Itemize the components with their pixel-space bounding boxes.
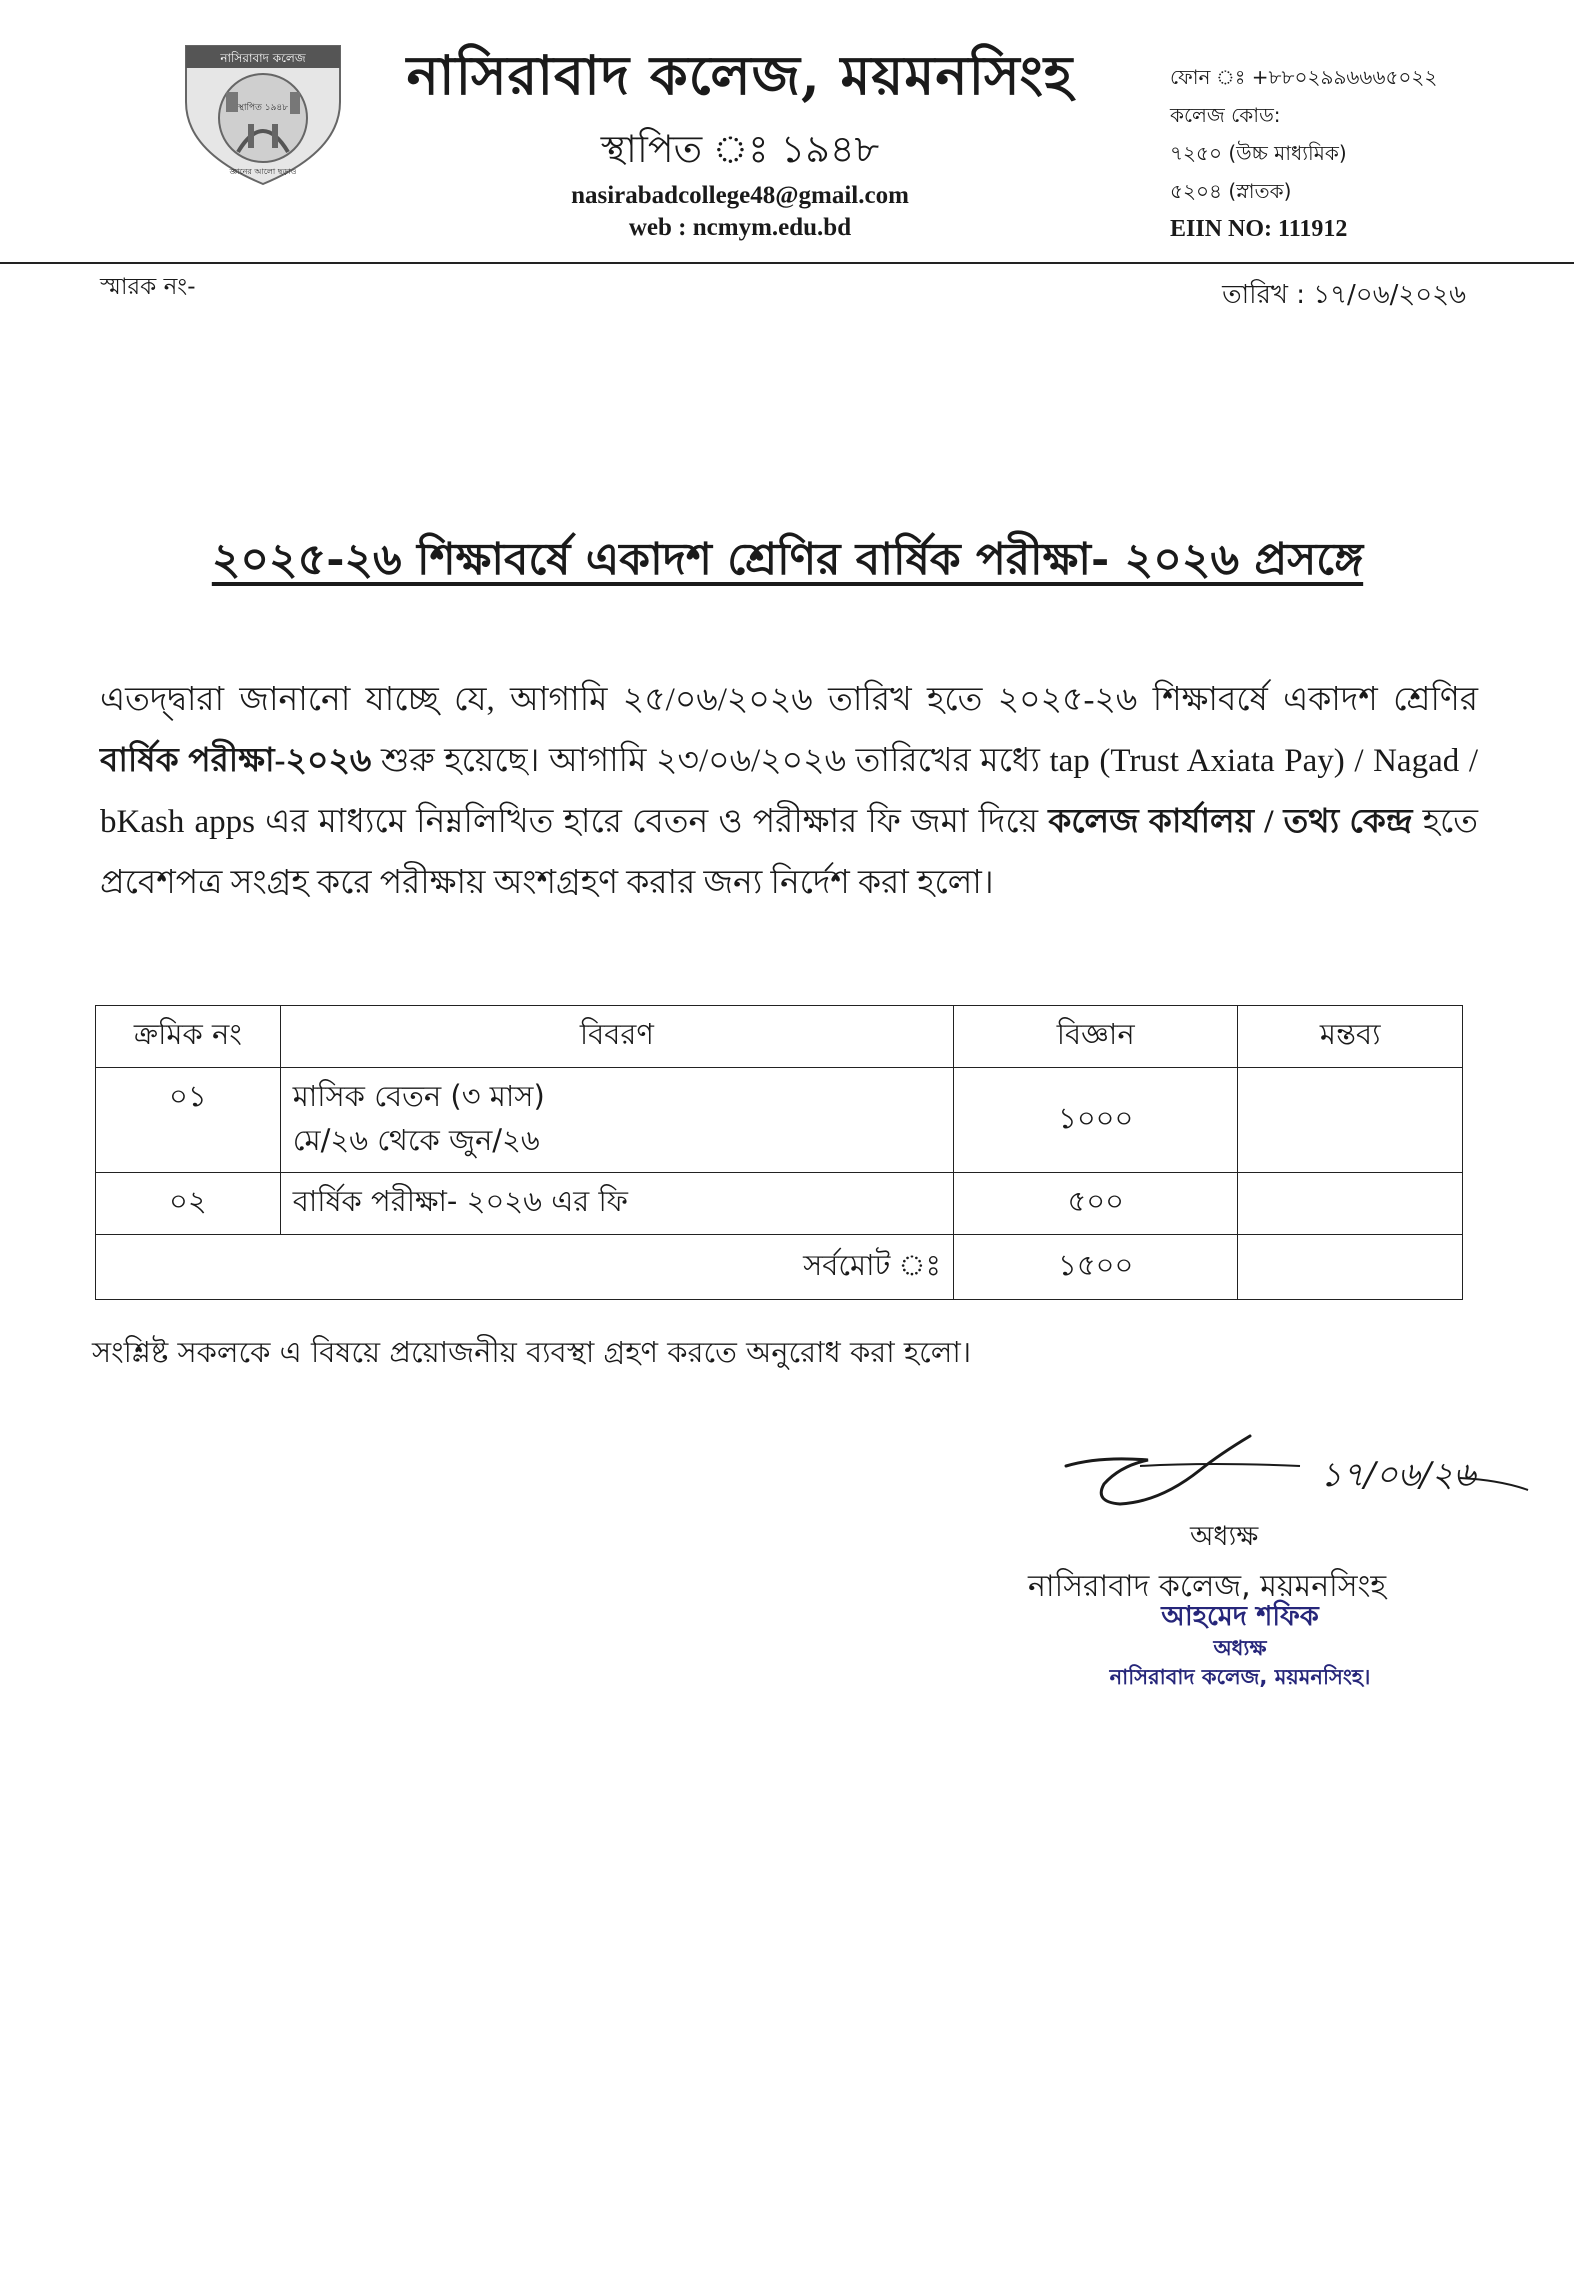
body-bold-office: কলেজ কার্যালয় / তথ্য কেন্দ্র: [1048, 804, 1413, 840]
row-science-fee: ১০০০: [953, 1068, 1237, 1173]
notice-body: [100, 670, 1478, 914]
seal-name: আহমেদ শফিক: [1161, 1601, 1319, 1632]
header-divider: [0, 262, 1574, 264]
established-year: স্থাপিত ঃ ১৯৪৮: [600, 127, 880, 171]
seal-title: অধ্যক্ষ: [1213, 1636, 1267, 1660]
closing-request: সংশ্লিষ্ট সকলকে এ বিষয়ে প্রয়োজনীয় ব্যবস্থা গ্রহণ করতে অনুরোধ করা হলো।: [92, 1335, 972, 1369]
table-row: [96, 1068, 1463, 1173]
total-label: সর্বমোট ঃ: [96, 1235, 954, 1300]
col-header-remarks: মন্তব্য: [1238, 1006, 1463, 1068]
eiin-number: EIIN NO: 111912: [1170, 216, 1348, 242]
body-bold-exam: বার্ষিক পরীক্ষা-২০২৬: [100, 743, 372, 779]
row-remarks: [1238, 1068, 1463, 1173]
logo-ring-text: নাসিরাবাদ কলেজ: [220, 51, 306, 65]
total-remarks: [1238, 1235, 1463, 1300]
row-science-fee: ৫০০: [953, 1173, 1237, 1235]
college-name: নাসিরাবাদ কলেজ, ময়মনসিংহ: [406, 43, 1074, 107]
row-serial: ০১: [96, 1068, 281, 1173]
signatory-institution: নাসিরাবাদ কলেজ, ময়মনসিংহ: [1028, 1569, 1387, 1604]
col-header-serial: ক্রমিক নং: [96, 1006, 281, 1068]
phone-number: ফোন ঃ +৮৮০২৯৯৬৬৬৫০২২: [1170, 65, 1438, 89]
college-website: web : ncmym.edu.bd: [628, 214, 852, 241]
body-part-3: হতে প্রবেশপত্র সংগ্রহ করে পরীক্ষায় অংশগ্রহণ করার জন্য নির্দেশ করা হলো।: [100, 804, 1478, 901]
notice-subject: ২০২৫-২৬ শিক্ষাবর্ষে একাদশ শ্রেণির বার্ষিক পরীক্ষা- ২০২৬ প্রসঙ্গে: [211, 534, 1364, 585]
memo-number: স্মারক নং-: [100, 274, 196, 300]
table-total-row: [96, 1235, 1463, 1300]
principal-signature: [1060, 1426, 1530, 1522]
college-code-label: কলেজ কোড:: [1170, 103, 1281, 127]
table-header-row: [96, 1006, 1463, 1068]
row-description-line-2: মে/২৬ থেকে জুন/২৬: [292, 1123, 540, 1157]
signature-date: ১৭/০৬/২৬: [1320, 1455, 1476, 1495]
fee-table: [95, 1005, 1463, 1300]
signatory-title: অধ্যক্ষ: [1190, 1521, 1259, 1552]
college-code-hsc: ৭২৫০ (উচ্চ মাধ্যমিক): [1170, 141, 1347, 165]
notice-date: তারিখ : ১৭/০৬/২০২৬: [1222, 280, 1466, 310]
seal-institution: নাসিরাবাদ কলেজ, ময়মনসিংহ।: [1109, 1665, 1371, 1689]
body-part-2: শুরু হয়েছে। আগামি ২৩/০৬/২০২৬ তারিখের মধ্যে tap (Trust Axiata Pay) / Nagad / bKash apps এর মাধ্যমে নিম্নলিখিত হারে বেতন ও পরীক্ষার ফি জমা দিয়ে: [100, 743, 1478, 840]
college-email: nasirabadcollege48@gmail.com: [571, 182, 909, 209]
logo-est-text: স্থাপিত ১৯৪৮: [237, 103, 289, 113]
college-logo: [178, 40, 348, 188]
col-header-description: বিবরণ: [280, 1006, 953, 1068]
official-seal: [1090, 1600, 1390, 1692]
college-code-degree: ৫২০৪ (স্নাতক): [1170, 179, 1292, 203]
body-part-1: এতদ্দ্বারা জানানো যাচ্ছে যে, আগামি ২৫/০৬/২০২৬ তারিখ হতে ২০২৫-২৬ শিক্ষাবর্ষে একাদশ শ্রেণির: [100, 682, 1478, 718]
logo-motto: জ্ঞানের আলো ছড়াও: [229, 167, 297, 176]
contact-block: [1170, 58, 1550, 248]
row-description: [280, 1068, 953, 1173]
table-row: [96, 1173, 1463, 1235]
row-description-line-1: মাসিক বেতন (৩ মাস): [292, 1079, 545, 1113]
col-header-science: বিজ্ঞান: [953, 1006, 1237, 1068]
row-serial: ০২: [96, 1173, 281, 1235]
total-value: ১৫০০: [953, 1235, 1237, 1300]
row-remarks: [1238, 1173, 1463, 1235]
row-description: বার্ষিক পরীক্ষা- ২০২৬ এর ফি: [280, 1173, 953, 1235]
